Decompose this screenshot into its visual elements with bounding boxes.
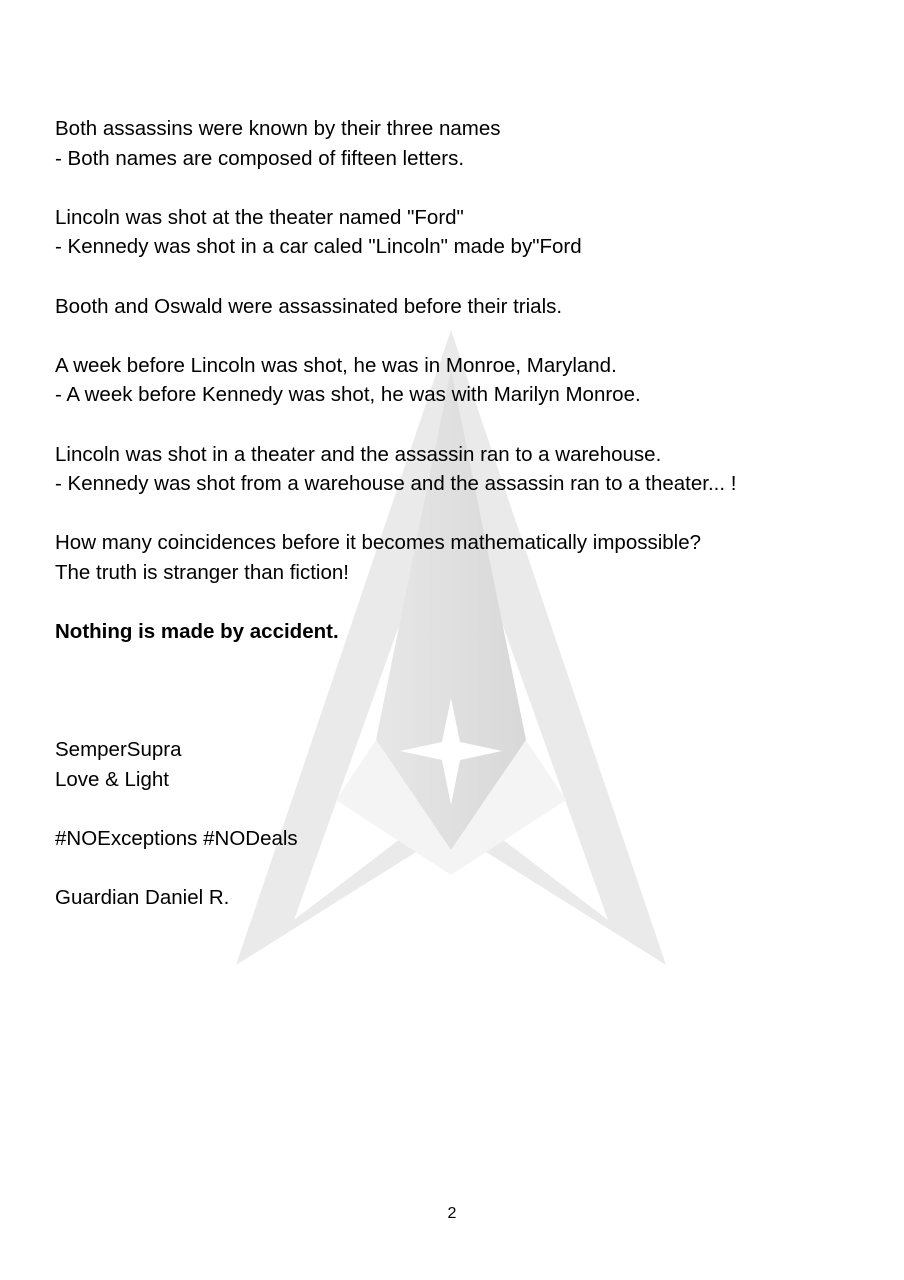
paragraph-line: How many coincidences before it becomes mathematically impossible? bbox=[55, 531, 702, 555]
paragraph-line: - Both names are composed of fifteen letters. bbox=[55, 146, 465, 170]
paragraph-line: A week before Lincoln was shot, he was in Monroe, Maryland. bbox=[55, 353, 617, 377]
paragraph-line: The truth is stranger than fiction! bbox=[55, 560, 349, 584]
paragraph-line: Both assassins were known by their three names bbox=[55, 117, 501, 140]
paragraph-line: Lincoln was shot in a theater and the assassin ran to a warehouse. bbox=[55, 442, 662, 466]
paragraph-line: - Kennedy was shot in a car caled "Lincoln" made by"Ford bbox=[55, 235, 582, 259]
document-body bbox=[55, 114, 855, 913]
hashtags: #NOExceptions #NODeals bbox=[55, 827, 298, 851]
paragraph-line: - Kennedy was shot from a warehouse and the assassin ran to a theater... ! bbox=[55, 472, 737, 496]
page-number: 2 bbox=[447, 1205, 457, 1222]
signature-greeting: Love & Light bbox=[55, 767, 169, 791]
emphasis-statement: Nothing is made by accident. bbox=[55, 620, 339, 644]
paragraph-line: Booth and Oswald were assassinated before their trials. bbox=[55, 294, 563, 318]
paragraph-line: Lincoln was shot at the theater named "Ford" bbox=[55, 205, 464, 229]
signature-motto: SemperSupra bbox=[55, 738, 182, 762]
paragraph-line: - A week before Kennedy was shot, he was with Marilyn Monroe. bbox=[55, 383, 641, 407]
author-name: Guardian Daniel R. bbox=[55, 886, 230, 910]
